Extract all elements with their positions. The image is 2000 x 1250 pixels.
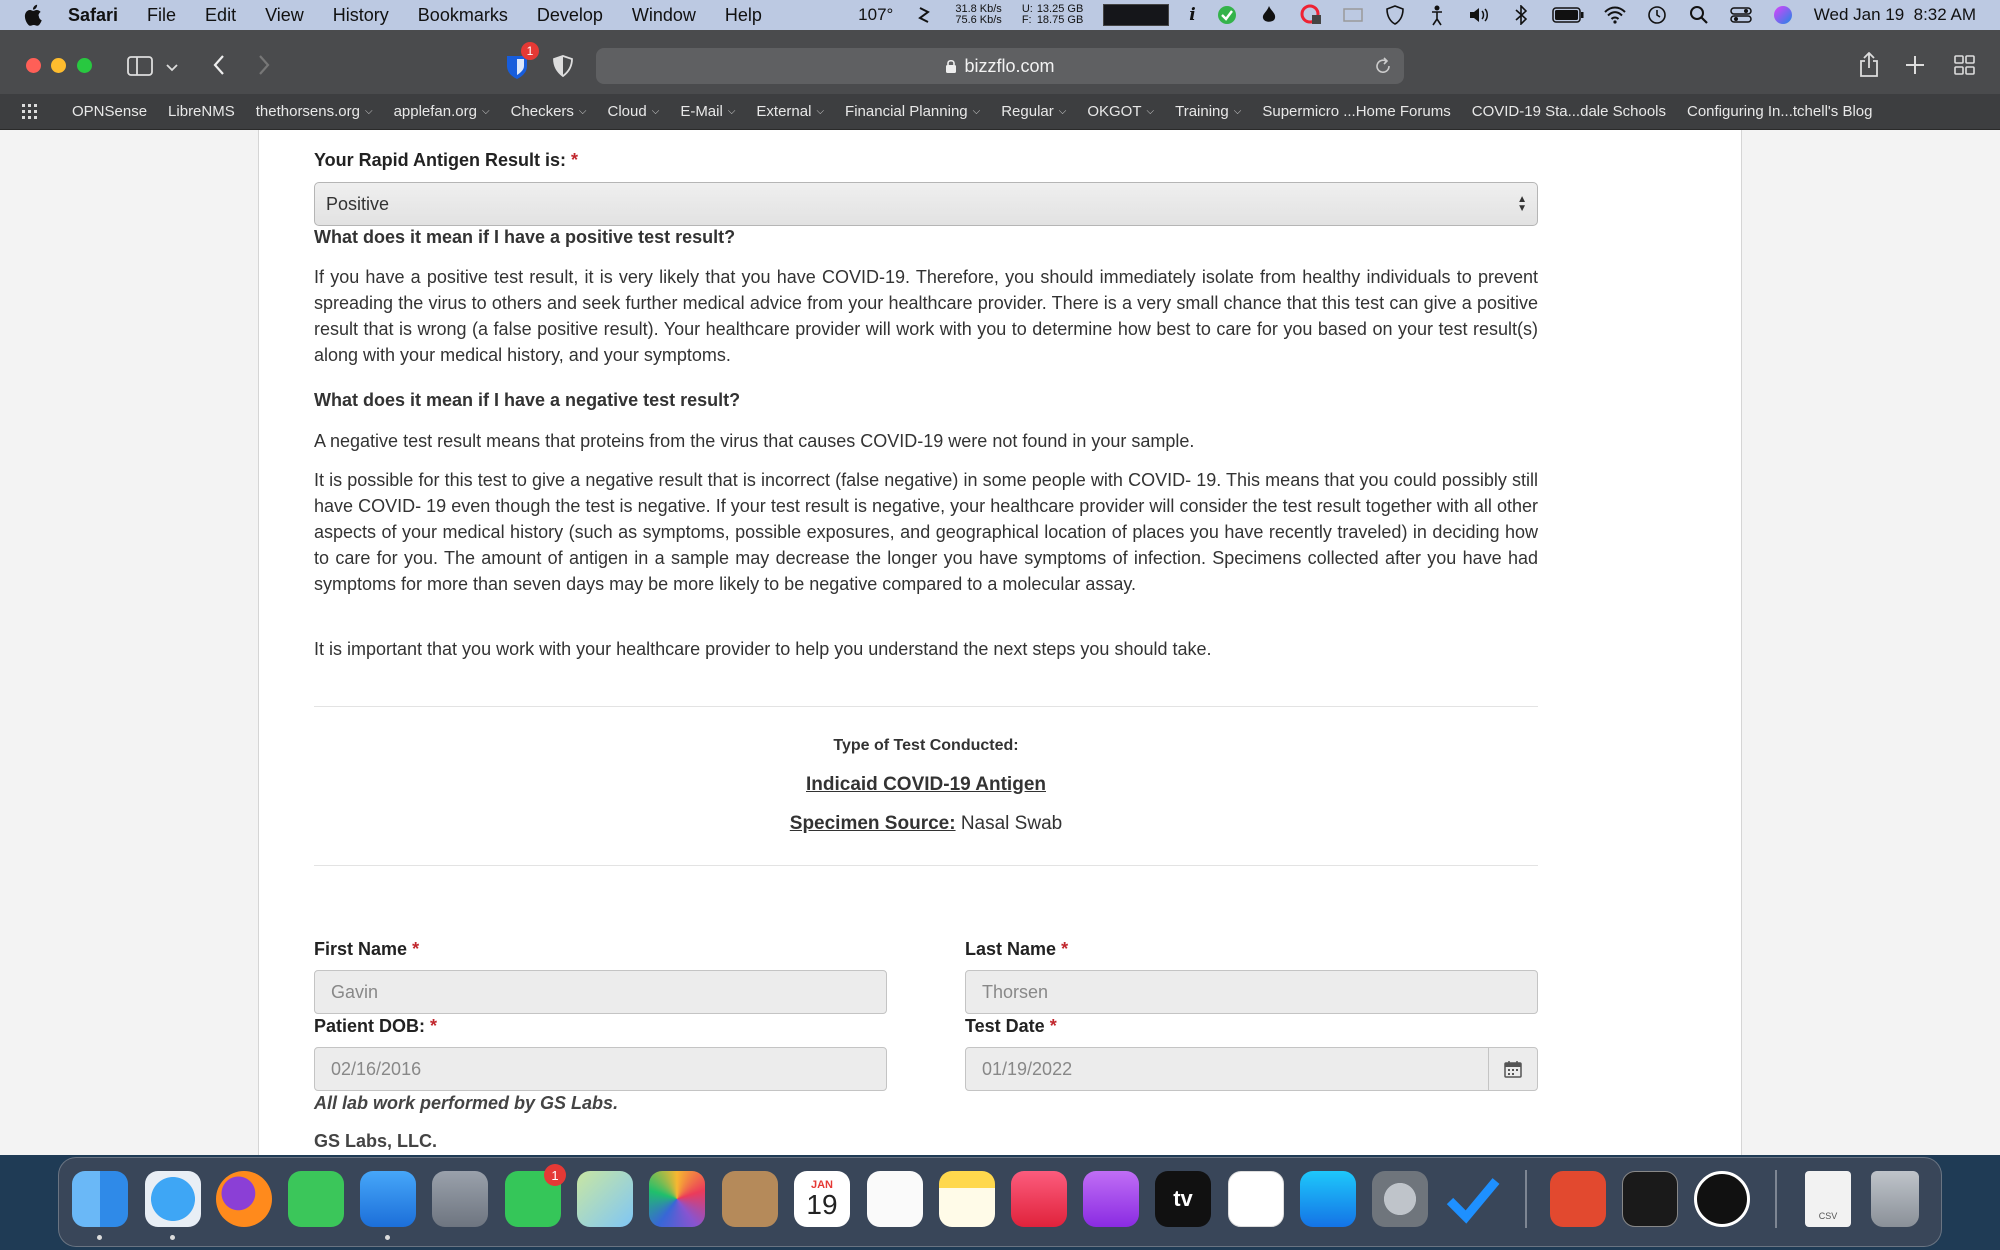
status-area xyxy=(858,0,1976,30)
dock-separator xyxy=(1525,1170,1527,1228)
trash-icon[interactable] xyxy=(1871,1171,1919,1227)
calendar-button[interactable] xyxy=(1488,1047,1538,1091)
last-name-value: Thorsen xyxy=(982,981,1049,1002)
music-icon[interactable] xyxy=(1011,1171,1067,1227)
system-preferences-icon[interactable] xyxy=(1372,1171,1428,1227)
negative-paragraph-2: It is possible for this test to give a negative result that is incorrect (false negative) in some people with COVID- 19. This means that you could possibly still have COVID- 19 even though the test is negative. If your test result is negative, your healthcare provider will consider the test result together with all other aspects of your medical history (such as symptoms, possible exposures, and geographical location of places you have recently traveled) in deciding how to care for you. The amount of antigen in a sample may decrease the longer you have symptoms of infection. Specimens collected after you have had symptoms for more than seven days may be more likely to be negative compared to a molecular assay. xyxy=(314,470,1538,594)
form-card xyxy=(258,130,1742,1155)
cpu-graph-icon[interactable] xyxy=(1103,4,1169,26)
calendar-icon xyxy=(1504,1060,1522,1078)
podcasts-icon[interactable] xyxy=(1083,1171,1139,1227)
last-name-input[interactable] xyxy=(965,970,1538,1014)
positive-heading: What does it mean if I have a positive test result? xyxy=(314,227,736,247)
tab-overview-icon[interactable] xyxy=(1954,55,1976,80)
specimen-label: Specimen Source: xyxy=(789,813,956,834)
result-select-value: Positive xyxy=(326,193,390,214)
last-name-label-text: Last Name xyxy=(965,939,1057,959)
bookmark-folder-email[interactable] xyxy=(680,103,735,120)
result-label-text: Your Rapid Antigen Result is: xyxy=(314,150,567,170)
disk-free-value: 18.75 GB xyxy=(1036,14,1084,26)
divider xyxy=(314,706,1538,707)
chevron-down-icon: ⌵ xyxy=(816,106,825,117)
calendar-day: 19 xyxy=(806,1189,838,1220)
temperature-readout[interactable]: 107° xyxy=(858,5,894,24)
required-asterisk: * xyxy=(1061,939,1069,959)
bookmark-label: applefan.org xyxy=(393,103,477,120)
remote-desktop-icon[interactable] xyxy=(1550,1171,1606,1227)
chevron-down-icon: ⌵ xyxy=(481,106,490,117)
bookmark-supermicro[interactable] xyxy=(1262,103,1450,120)
bookmark-label: Checkers xyxy=(510,103,574,120)
info-icon[interactable]: i xyxy=(1189,5,1196,25)
fan-icon[interactable] xyxy=(913,4,935,26)
news-icon[interactable] xyxy=(1228,1171,1284,1227)
result-field-label xyxy=(314,150,1538,171)
bookmark-librenms[interactable] xyxy=(168,103,235,120)
running-indicator xyxy=(385,1235,390,1240)
chevron-down-icon: ⌵ xyxy=(1146,106,1155,117)
dob-label-text: Patient DOB: xyxy=(314,1016,426,1036)
bookmark-label: Cloud xyxy=(607,103,647,120)
network-stats[interactable] xyxy=(955,4,1001,26)
menu-app-name[interactable]: Safari xyxy=(68,4,119,25)
photos-icon[interactable] xyxy=(649,1171,705,1227)
calendar-month: JAN xyxy=(810,1179,833,1191)
first-name-label-text: First Name xyxy=(314,939,408,959)
test-type-label: Type of Test Conducted: xyxy=(833,737,1019,754)
tasks-check-icon[interactable] xyxy=(1444,1171,1500,1227)
bookmark-label: COVID-19 Sta...dale Schools xyxy=(1471,103,1666,120)
extension-badge: 1 xyxy=(521,42,539,60)
chevron-down-icon: ⌵ xyxy=(1233,106,1242,117)
disk-used-value: 13.25 GB xyxy=(1036,3,1084,15)
close-window-button[interactable] xyxy=(26,58,41,73)
csv-label: CSV xyxy=(1818,1211,1838,1221)
shield-icon[interactable] xyxy=(1384,4,1406,26)
menu-history[interactable]: History xyxy=(332,4,389,25)
apps-grid-icon[interactable] xyxy=(22,104,37,119)
bluetooth-icon[interactable] xyxy=(1510,4,1532,26)
app-store-icon[interactable] xyxy=(1300,1171,1356,1227)
lab-name: GS Labs, LLC. xyxy=(314,1131,438,1151)
network-up: 31.8 Kb/s xyxy=(955,3,1002,15)
test-name: Indicaid COVID-19 Antigen xyxy=(806,774,1046,795)
bookmark-configuring-blog[interactable] xyxy=(1687,103,1872,120)
required-asterisk: * xyxy=(571,150,579,170)
share-icon[interactable] xyxy=(1859,52,1879,83)
wifi-icon[interactable] xyxy=(1604,4,1626,26)
bookmark-folder-training[interactable] xyxy=(1175,103,1241,120)
lab-note: All lab work performed by GS Labs. xyxy=(314,1093,619,1113)
bookmark-label: Regular xyxy=(1001,103,1054,120)
result-select[interactable] xyxy=(314,182,1538,226)
last-name-label xyxy=(965,939,1068,960)
sidebar-menu-chevron-icon[interactable] xyxy=(166,60,178,78)
maps-icon[interactable] xyxy=(577,1171,633,1227)
sidebar-toggle-icon[interactable] xyxy=(127,55,153,82)
bookmark-folder-okgot[interactable] xyxy=(1087,103,1154,120)
battery-icon[interactable] xyxy=(1552,4,1584,26)
facetime-icon[interactable] xyxy=(288,1171,344,1227)
maximize-window-button[interactable] xyxy=(77,58,92,73)
bookmark-folder-cloud[interactable] xyxy=(608,103,660,120)
menu-bar xyxy=(0,0,2000,30)
bookmark-folder-external[interactable] xyxy=(756,103,824,120)
apple-icon[interactable] xyxy=(24,4,46,26)
menu-bookmarks[interactable]: Bookmarks xyxy=(417,4,508,25)
bookmark-label: Configuring In...tchell's Blog xyxy=(1687,103,1873,120)
running-indicator xyxy=(97,1235,102,1240)
back-icon[interactable] xyxy=(212,54,226,81)
siri-icon[interactable] xyxy=(1772,4,1794,26)
apple-tv-icon[interactable] xyxy=(1155,1171,1211,1227)
reminders-icon[interactable] xyxy=(867,1171,923,1227)
calendar-app-icon[interactable] xyxy=(794,1171,850,1227)
privacy-shield-icon[interactable] xyxy=(553,55,573,82)
disk-free-label: F: xyxy=(1021,14,1032,26)
select-arrows-icon: ▲ ▼ xyxy=(1517,194,1527,214)
flame-icon[interactable] xyxy=(1258,4,1280,26)
menu-window[interactable]: Window xyxy=(631,4,696,25)
chevron-down-icon: ⌵ xyxy=(1058,106,1067,117)
bookmark-label: OKGOT xyxy=(1087,103,1142,120)
bookmark-folder-regular[interactable] xyxy=(1001,103,1066,120)
time-machine-icon[interactable] xyxy=(1646,4,1668,26)
forward-icon[interactable] xyxy=(257,54,271,81)
test-date-input[interactable] xyxy=(965,1047,1489,1091)
test-date-label xyxy=(965,1016,1057,1037)
bookmarks-bar xyxy=(0,94,2000,130)
reload-icon[interactable] xyxy=(1374,57,1392,75)
firefox-icon[interactable] xyxy=(216,1171,272,1227)
first-name-value: Gavin xyxy=(331,981,379,1002)
chevron-down-icon: ⌵ xyxy=(651,106,660,117)
provider-paragraph: It is important that you work with your healthcare provider to help you understand the next steps you should take. xyxy=(314,639,1212,659)
divider xyxy=(314,865,1538,866)
url-text: bizzflo.com xyxy=(964,55,1055,76)
finder-icon[interactable] xyxy=(72,1171,128,1227)
network-down: 75.6 Kb/s xyxy=(955,14,1002,26)
web-page xyxy=(0,130,2000,1155)
bookmark-folder-thethorsens[interactable] xyxy=(256,103,373,120)
record-icon[interactable] xyxy=(1300,4,1322,26)
contacts-icon[interactable] xyxy=(722,1171,778,1227)
mail-icon[interactable] xyxy=(360,1171,416,1227)
specimen-value: Nasal Swab xyxy=(960,813,1063,834)
address-bar[interactable] xyxy=(596,48,1404,84)
new-tab-icon[interactable] xyxy=(1905,55,1925,80)
chevron-down-icon: ⌵ xyxy=(727,106,736,117)
bookmark-label: E-Mail xyxy=(680,103,723,120)
bookmark-folder-applefan[interactable] xyxy=(394,103,490,120)
bookmark-label: Supermicro ...Home Forums xyxy=(1262,103,1451,120)
notes-icon[interactable] xyxy=(939,1171,995,1227)
bookmark-label: thethorsens.org xyxy=(255,103,360,120)
running-indicator xyxy=(170,1235,175,1240)
required-asterisk: * xyxy=(412,939,420,959)
accessibility-icon[interactable] xyxy=(1426,4,1448,26)
first-name-input[interactable] xyxy=(314,970,887,1014)
dock-separator xyxy=(1775,1170,1777,1228)
dob-input[interactable] xyxy=(314,1047,887,1091)
display-icon[interactable] xyxy=(1342,4,1364,26)
bookmark-label: Training xyxy=(1175,103,1229,120)
bookmark-label: LibreNMS xyxy=(168,103,235,120)
terminal-icon[interactable] xyxy=(1622,1171,1678,1227)
lock-icon xyxy=(945,59,957,74)
bookmark-folder-financial-planning[interactable] xyxy=(845,103,980,120)
control-center-icon[interactable] xyxy=(1730,4,1752,26)
chevron-down-icon: ⌵ xyxy=(364,106,373,117)
speedtest-icon[interactable] xyxy=(1694,1171,1750,1227)
bookmark-label: External xyxy=(756,103,812,120)
bookmark-folder-checkers[interactable] xyxy=(511,103,587,120)
specimen-source xyxy=(314,813,1538,835)
messages-badge: 1 xyxy=(544,1164,566,1186)
menu-edit[interactable]: Edit xyxy=(205,4,237,25)
positive-paragraph: If you have a positive test result, it is very likely that you have COVID-19. Therefore, you should immediately isolate from healthy individuals to prevent spreading the virus to others and seek further medical advice from your healthcare provider. There is a very small chance that this test can give a positive result that is wrong (a false positive result). Your healthcare provider will work with you to determine how best to care for you based on your test result(s) along with your medical history, and your symptoms. xyxy=(314,267,1538,365)
first-name-label xyxy=(314,939,419,960)
negative-paragraph-1: A negative test result means that proteins from the virus that causes COVID-19 were not found in your sample. xyxy=(314,431,1195,451)
bookmark-label: OPNSense xyxy=(72,103,148,120)
chevron-down-icon: ⌵ xyxy=(972,106,981,117)
test-date-value: 01/19/2022 xyxy=(982,1058,1073,1079)
bookmark-label: Financial Planning xyxy=(845,103,968,120)
checkmark-icon[interactable] xyxy=(1216,4,1238,26)
menu-view[interactable]: View xyxy=(265,4,304,25)
bookmark-opnsense[interactable] xyxy=(72,103,147,120)
csv-file-icon[interactable] xyxy=(1805,1171,1851,1227)
menu-help[interactable]: Help xyxy=(724,4,762,25)
menu-file[interactable]: File xyxy=(147,4,177,25)
bookmark-covid-schools[interactable] xyxy=(1472,103,1666,120)
volume-icon[interactable] xyxy=(1468,4,1490,26)
safari-icon[interactable] xyxy=(145,1171,201,1227)
test-date-label-text: Test Date xyxy=(965,1016,1045,1036)
minimize-window-button[interactable] xyxy=(51,58,66,73)
dob-label xyxy=(314,1016,437,1037)
negative-heading: What does it mean if I have a negative test result? xyxy=(314,390,741,410)
launchpad-icon[interactable] xyxy=(432,1171,488,1227)
chevron-down-icon: ⌵ xyxy=(578,106,587,117)
apple-tv-label: tv xyxy=(1173,1186,1193,1211)
search-icon[interactable] xyxy=(1688,4,1710,26)
disk-used-label: U: xyxy=(1021,3,1033,15)
dob-value: 02/16/2016 xyxy=(331,1058,422,1079)
menu-develop[interactable]: Develop xyxy=(536,4,603,25)
required-asterisk: * xyxy=(1049,1016,1057,1036)
required-asterisk: * xyxy=(430,1016,438,1036)
disk-stats[interactable] xyxy=(1022,4,1083,26)
clock[interactable]: Wed Jan 19 8:32 AM xyxy=(1813,5,1976,24)
